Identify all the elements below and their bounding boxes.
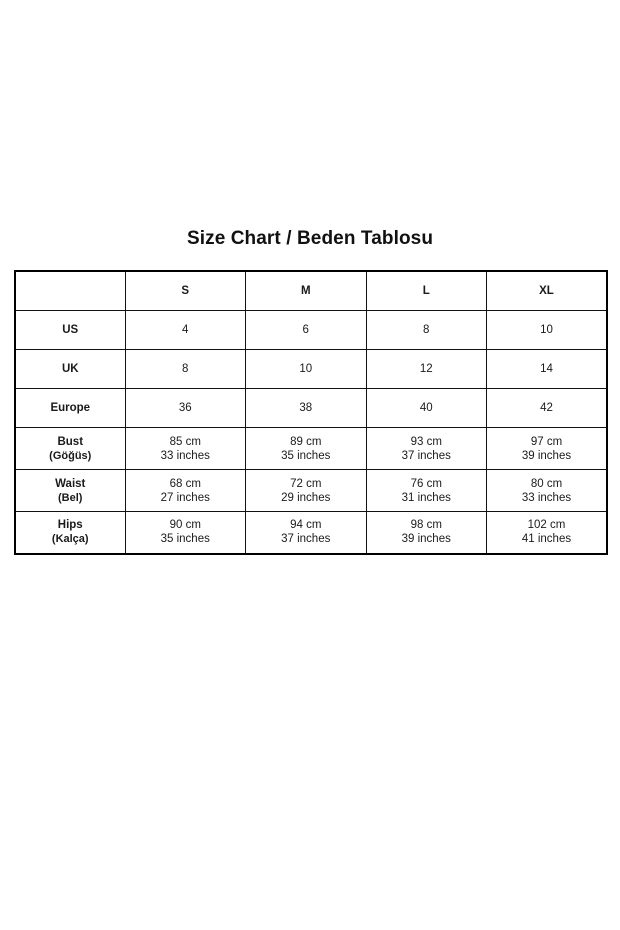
cell-uk-xl bbox=[487, 350, 608, 389]
row-label-uk bbox=[15, 350, 125, 389]
cell-us-xl bbox=[487, 311, 608, 350]
cell-line1: 76 cm bbox=[410, 477, 442, 490]
cell-line1: 102 cm bbox=[527, 519, 566, 532]
cell-waist-s bbox=[125, 470, 246, 512]
cell-line1: 8 bbox=[182, 363, 189, 375]
page-title: Size Chart / Beden Tablosu bbox=[186, 228, 434, 249]
cell-line1: 85 cm bbox=[169, 435, 201, 448]
column-header-s: S bbox=[125, 271, 246, 311]
cell-line1: 98 cm bbox=[410, 519, 442, 532]
cell-line1: 12 bbox=[419, 363, 433, 375]
cell-europe-m bbox=[246, 389, 367, 428]
cell-line1: 94 cm bbox=[290, 519, 322, 532]
cell-europe-l bbox=[366, 389, 487, 428]
cell-line1: 89 cm bbox=[290, 435, 322, 448]
cell-uk-m bbox=[246, 350, 367, 389]
cell-europe-xl bbox=[487, 389, 608, 428]
column-header-l: L bbox=[366, 271, 487, 311]
row-label-text: US bbox=[62, 324, 79, 336]
cell-bust-s bbox=[125, 428, 246, 470]
cell-line2: 35 inches bbox=[160, 533, 210, 546]
row-label-text: Europe bbox=[50, 402, 91, 414]
cell-line1: 40 bbox=[419, 402, 433, 414]
row-label-subtext: (Bel) bbox=[58, 491, 83, 504]
table-row bbox=[15, 428, 607, 470]
table-row bbox=[15, 389, 607, 428]
cell-waist-m bbox=[246, 470, 367, 512]
table-row bbox=[15, 512, 607, 554]
cell-line2: 37 inches bbox=[281, 533, 331, 546]
cell-waist-xl bbox=[487, 470, 608, 512]
table-header-row bbox=[15, 271, 607, 311]
table-row bbox=[15, 350, 607, 389]
cell-line2: 39 inches bbox=[521, 449, 572, 462]
row-label-text: Waist bbox=[55, 477, 86, 490]
cell-line1: 38 bbox=[299, 402, 313, 414]
cell-bust-m bbox=[246, 428, 367, 470]
cell-line2: 31 inches bbox=[401, 491, 451, 504]
cell-hips-xl bbox=[487, 512, 608, 554]
row-label-europe bbox=[15, 389, 125, 428]
size-chart-container bbox=[14, 228, 606, 555]
row-label-hips bbox=[15, 512, 125, 554]
cell-line1: 97 cm bbox=[530, 435, 563, 448]
cell-line2: 37 inches bbox=[401, 449, 451, 462]
cell-line1: 80 cm bbox=[530, 477, 563, 490]
column-header-xl: XL bbox=[487, 271, 608, 311]
row-label-subtext: (Kalça) bbox=[51, 533, 89, 546]
cell-uk-s bbox=[125, 350, 246, 389]
cell-line1: 10 bbox=[540, 324, 553, 336]
cell-line1: 14 bbox=[540, 363, 553, 375]
cell-line1: 8 bbox=[423, 324, 430, 336]
cell-europe-s bbox=[125, 389, 246, 428]
cell-line1: 36 bbox=[178, 402, 192, 414]
row-label-waist bbox=[15, 470, 125, 512]
size-chart-table bbox=[14, 270, 608, 555]
column-header-m: M bbox=[246, 271, 367, 311]
cell-line1: 4 bbox=[182, 324, 189, 336]
cell-waist-l bbox=[366, 470, 487, 512]
table-corner-cell bbox=[15, 271, 125, 311]
table-body bbox=[15, 311, 607, 554]
row-label-subtext: (Göğüs) bbox=[49, 449, 92, 462]
cell-us-l bbox=[366, 311, 487, 350]
cell-line2: 33 inches bbox=[160, 449, 210, 462]
cell-line1: 10 bbox=[299, 363, 313, 375]
row-label-text: Bust bbox=[57, 435, 84, 448]
cell-line2: 35 inches bbox=[281, 449, 331, 462]
table-row bbox=[15, 311, 607, 350]
cell-hips-m bbox=[246, 512, 367, 554]
row-label-us bbox=[15, 311, 125, 350]
table-row bbox=[15, 470, 607, 512]
cell-line1: 93 cm bbox=[410, 435, 442, 448]
cell-line1: 6 bbox=[302, 324, 309, 336]
row-label-text: Hips bbox=[57, 519, 83, 532]
cell-line2: 41 inches bbox=[521, 533, 572, 546]
cell-line2: 33 inches bbox=[521, 491, 572, 504]
table-header bbox=[15, 271, 607, 311]
cell-line1: 72 cm bbox=[290, 477, 322, 490]
cell-bust-xl bbox=[487, 428, 608, 470]
row-label-bust bbox=[15, 428, 125, 470]
cell-line2: 27 inches bbox=[160, 491, 210, 504]
row-label-text: UK bbox=[61, 363, 79, 375]
cell-line1: 68 cm bbox=[169, 477, 201, 490]
cell-hips-l bbox=[366, 512, 487, 554]
cell-line2: 29 inches bbox=[281, 491, 331, 504]
cell-us-s bbox=[125, 311, 246, 350]
cell-us-m bbox=[246, 311, 367, 350]
cell-bust-l bbox=[366, 428, 487, 470]
cell-line1: 90 cm bbox=[169, 519, 201, 532]
cell-hips-s bbox=[125, 512, 246, 554]
cell-uk-l bbox=[366, 350, 487, 389]
cell-line1: 42 bbox=[540, 402, 553, 414]
cell-line2: 39 inches bbox=[401, 533, 451, 546]
